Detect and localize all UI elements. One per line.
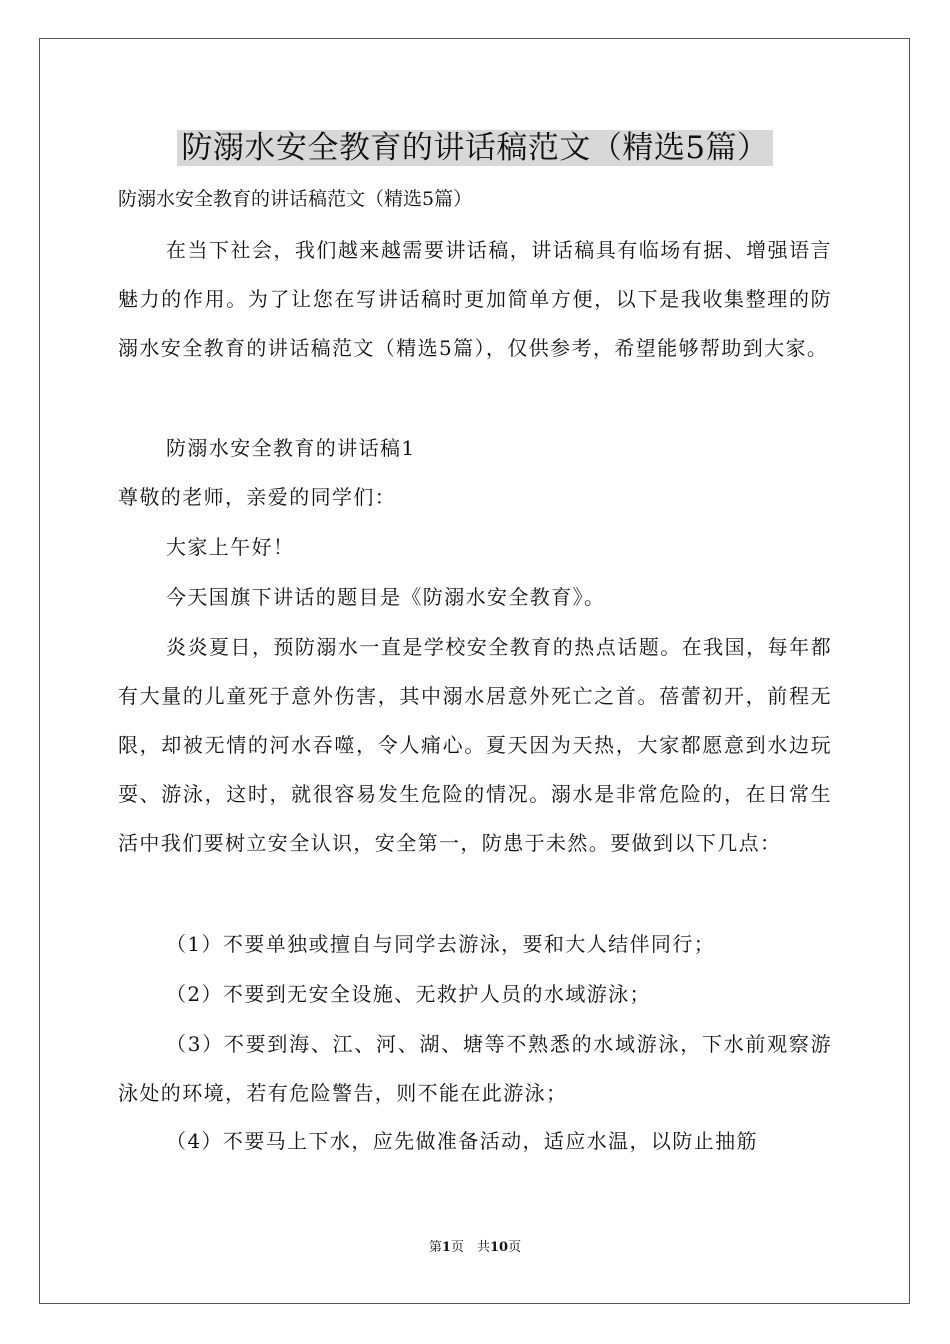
- section-heading: 防溺水安全教育的讲话稿1: [166, 436, 416, 460]
- footer-page-total: 10: [489, 1240, 509, 1255]
- greeting: 大家上午好！: [166, 535, 295, 559]
- intro-paragraph: 在当下社会，我们越来越需要讲话稿，讲话稿具有临场有据、增强语言魅力的作用。为了让您在写讲话稿时更加简单方便，以下是我收集整理的防溺水安全教育的讲话稿范文（精选5篇），仅供参考，希望能够帮助到大家。: [118, 238, 832, 360]
- topic-paragraph: 今天国旗下讲话的题目是《防溺水安全教育》。: [166, 585, 606, 609]
- footer-prefix: 第: [428, 1240, 442, 1255]
- title-text: 防溺水安全教育的讲话稿范文（精选5篇）: [177, 130, 772, 166]
- list-item-3: （3）不要到海、江、河、湖、塘等不熟悉的水域游泳，下水前观察游泳处的环境，若有危险警告，则不能在此游泳；: [118, 1032, 832, 1105]
- main-paragraph: 炎炎夏日，预防溺水一直是学校安全教育的热点话题。在我国，每年都有大量的儿童死于意外伤害，其中溺水居意外死亡之首。蓓蕾初开，前程无限，却被无情的河水吞噬，令人痛心。夏天因为天热，大家都愿意到水边玩耍、游泳，这时，就很容易发生危险的情况。溺水是非常危险的，在日常生活中我们要树立安全认识，安全第一，防患于未然。要做到以下几点：: [118, 635, 832, 855]
- document-subtitle: 防溺水安全教育的讲话稿范文（精选5篇）: [118, 188, 473, 210]
- list-item-4: （4）不要马上下水，应先做准备活动，适应水温，以防止抽筋: [166, 1129, 758, 1153]
- footer-middle: 页 共: [450, 1240, 490, 1255]
- list-item-2: （2）不要到无安全设施、无救护人员的水域游泳；: [166, 982, 651, 1006]
- page-footer: [0, 1236, 950, 1255]
- document-title: [0, 125, 950, 171]
- footer-suffix: 页: [508, 1240, 522, 1255]
- salutation: 尊敬的老师，亲爱的同学们：: [118, 485, 397, 509]
- list-item-1: （1）不要单独或擅自与同学去游泳，要和大人结伴同行；: [166, 932, 716, 956]
- footer-page-number: 1: [441, 1240, 451, 1255]
